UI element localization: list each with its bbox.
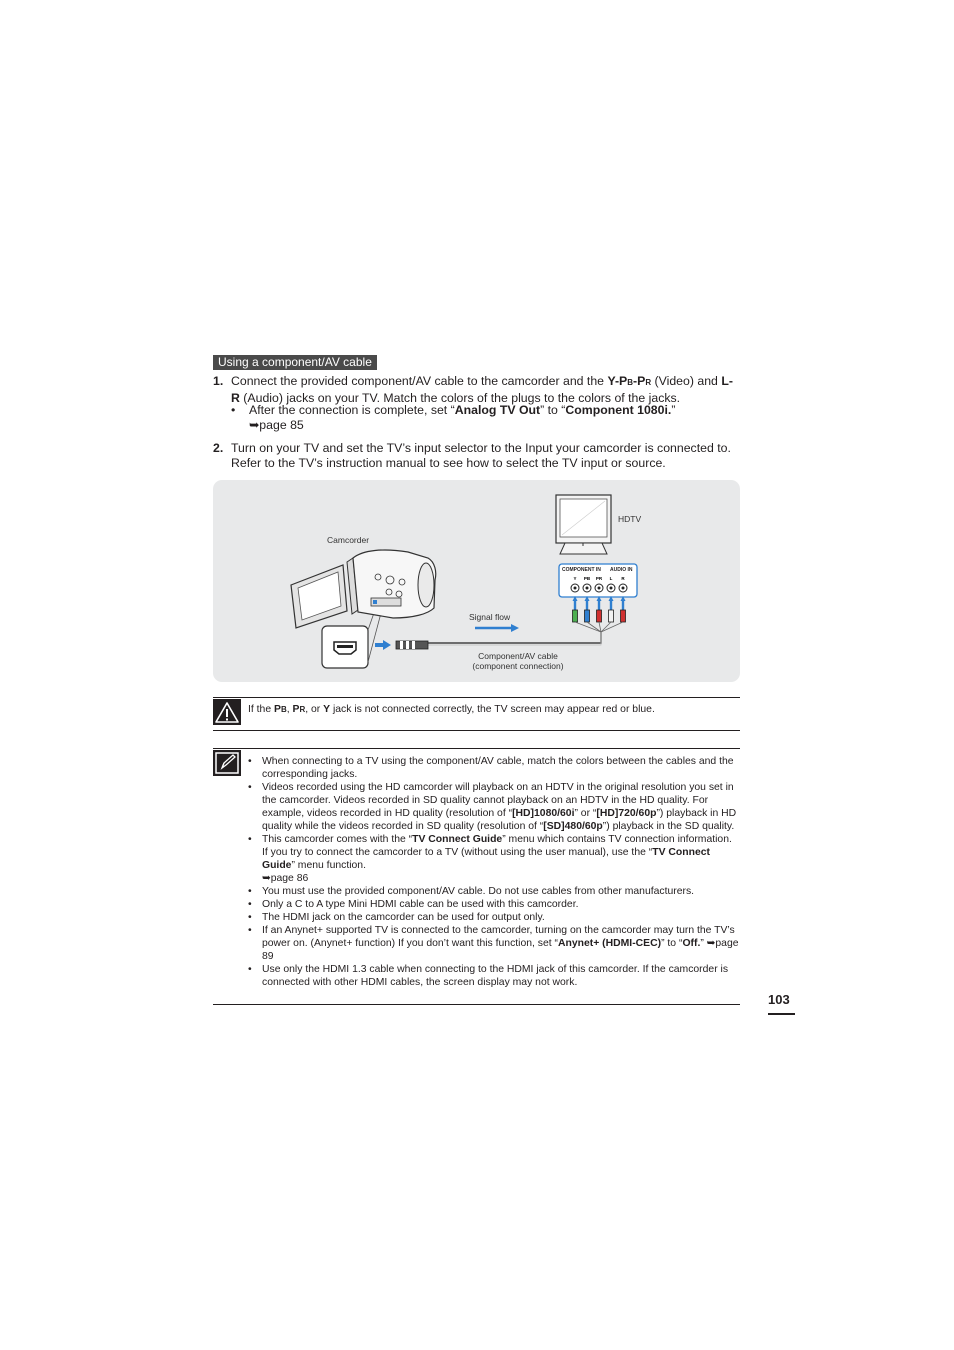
step-number: 1. [213, 374, 224, 388]
connection-diagram [213, 480, 740, 682]
signal-flow-label: Signal flow [469, 612, 511, 622]
page-number-rule [768, 1013, 795, 1015]
notes-list [248, 755, 740, 989]
jack-pin [598, 587, 601, 590]
audio-in-label: AUDIO IN [610, 567, 633, 573]
cable-wire [601, 622, 623, 632]
warning-icon [213, 699, 241, 725]
menu-value: Component 1080i. [565, 403, 672, 417]
cable-wire [575, 622, 601, 632]
cable-label: Component/AV cable (component connection) [472, 651, 564, 671]
hdtv-icon [556, 495, 611, 554]
jack-label: Y [573, 576, 577, 581]
cable-bundle [573, 596, 626, 632]
camcorder-icon [291, 550, 436, 628]
note-item: • Only a C to A type Mini HDMI cable can be used with this camcorder. [248, 898, 740, 911]
step-1 [213, 374, 740, 406]
cable-plug [597, 610, 602, 622]
warning-top-rule [213, 697, 740, 698]
warning-bottom-rule [213, 730, 740, 731]
page-reference: ➥page 86 [262, 873, 309, 884]
note-item: • When connecting to a TV using the component/AV cable, match the colors between the cables and the corresponding jacks. [248, 755, 740, 781]
step-number: 2. [213, 441, 224, 455]
av-cable [396, 632, 601, 649]
bullet-mark: • [231, 403, 236, 417]
jack-pin [610, 587, 613, 590]
warning-text: If the PB, PR, or Y jack is not connected correctly, the TV screen may appear red or blue. [248, 704, 655, 715]
menu-name: Analog TV Out [454, 403, 541, 417]
hdtv-label: HDTV [618, 514, 642, 524]
jack-label: PR [595, 576, 603, 581]
jack-pin [622, 587, 625, 590]
note-item: • Use only the HDMI 1.3 cable when connecting to the HDMI jack of this camcorder. If the camcorder is connected with other HDMI cables, the screen display may not work. [248, 963, 740, 989]
step-text: Turn on your TV and set the TV’s input selector to the Input your camcorder is connected to. Refer to the TV’s instruction manual to see how to select the TV input or source. [231, 441, 731, 470]
hdmi-arrow-icon [375, 640, 391, 650]
jack-label: L [609, 576, 613, 581]
cable-plug [609, 610, 614, 622]
page-reference: ➥page 85 [249, 417, 304, 432]
notes-bottom-rule [213, 1004, 740, 1005]
step-2 [213, 441, 740, 471]
step-text: Connect the provided component/AV cable to the camcorder and the Y-PB-PR (Video) and L-R (Audio) jacks on your TV. Match the colors of the plugs to the colors of the jacks. [231, 374, 733, 405]
note-item: • You must use the provided component/AV cable. Do not use cables from other manufacturers. [248, 885, 740, 898]
page-number: 103 [768, 992, 790, 1007]
camcorder-label: Camcorder [327, 535, 370, 545]
warning-triangle-icon [213, 699, 241, 725]
note-item: • This camcorder comes with the “TV Connect Guide” menu which contains TV connection information. If you try to connect the camcorder to a TV (without using the user manual), use the “TV Connect Guide” menu function. ➥page 86 [248, 833, 740, 885]
cable-wire [601, 622, 611, 632]
jack-label: R [621, 576, 625, 581]
note-item: • The HDMI jack on the camcorder can be used for output only. [248, 911, 740, 924]
jack-pin [574, 587, 577, 590]
cable-plug [585, 610, 590, 622]
note-pencil-icon [213, 750, 241, 776]
component-in-label: COMPONENT IN [562, 567, 601, 573]
note-icon [213, 750, 241, 776]
notes-top-rule [213, 748, 740, 749]
jack-pin [586, 587, 589, 590]
section-title: Using a component/AV cable [213, 355, 377, 370]
step-1-bullet: • After the connection is complete, set “Analog TV Out” to “Component 1080i.” ➥page 85 [231, 403, 676, 432]
cable-plug [621, 610, 626, 622]
note-item: • If an Anynet+ supported TV is connected to the camcorder, turning on the camcorder may turn the TV’s power on. (Anynet+ function) If you don’t want this function, set “Anynet+ (HDMI-CEC)” to “Off.” ➥page 89 [248, 924, 740, 963]
hdmi-jack-icon [322, 610, 381, 668]
cable-plug [573, 610, 578, 622]
jack-label: PB [583, 576, 591, 581]
signal-flow-arrow-icon [475, 624, 519, 632]
note-item: • Videos recorded using the HD camcorder will playback on an HDTV in the original resolution you set in the camcorder. Videos recorded in SD quality cannot playback on an HDTV in the HD quality. For example, videos recorded in HD quality (resolution of “[HD]1080/60i” or “[HD]720/60p”) playback in HD quality while the videos recorded in SD quality (resolution of “[SD]480/60p”) playback in the SD quality. [248, 781, 740, 833]
